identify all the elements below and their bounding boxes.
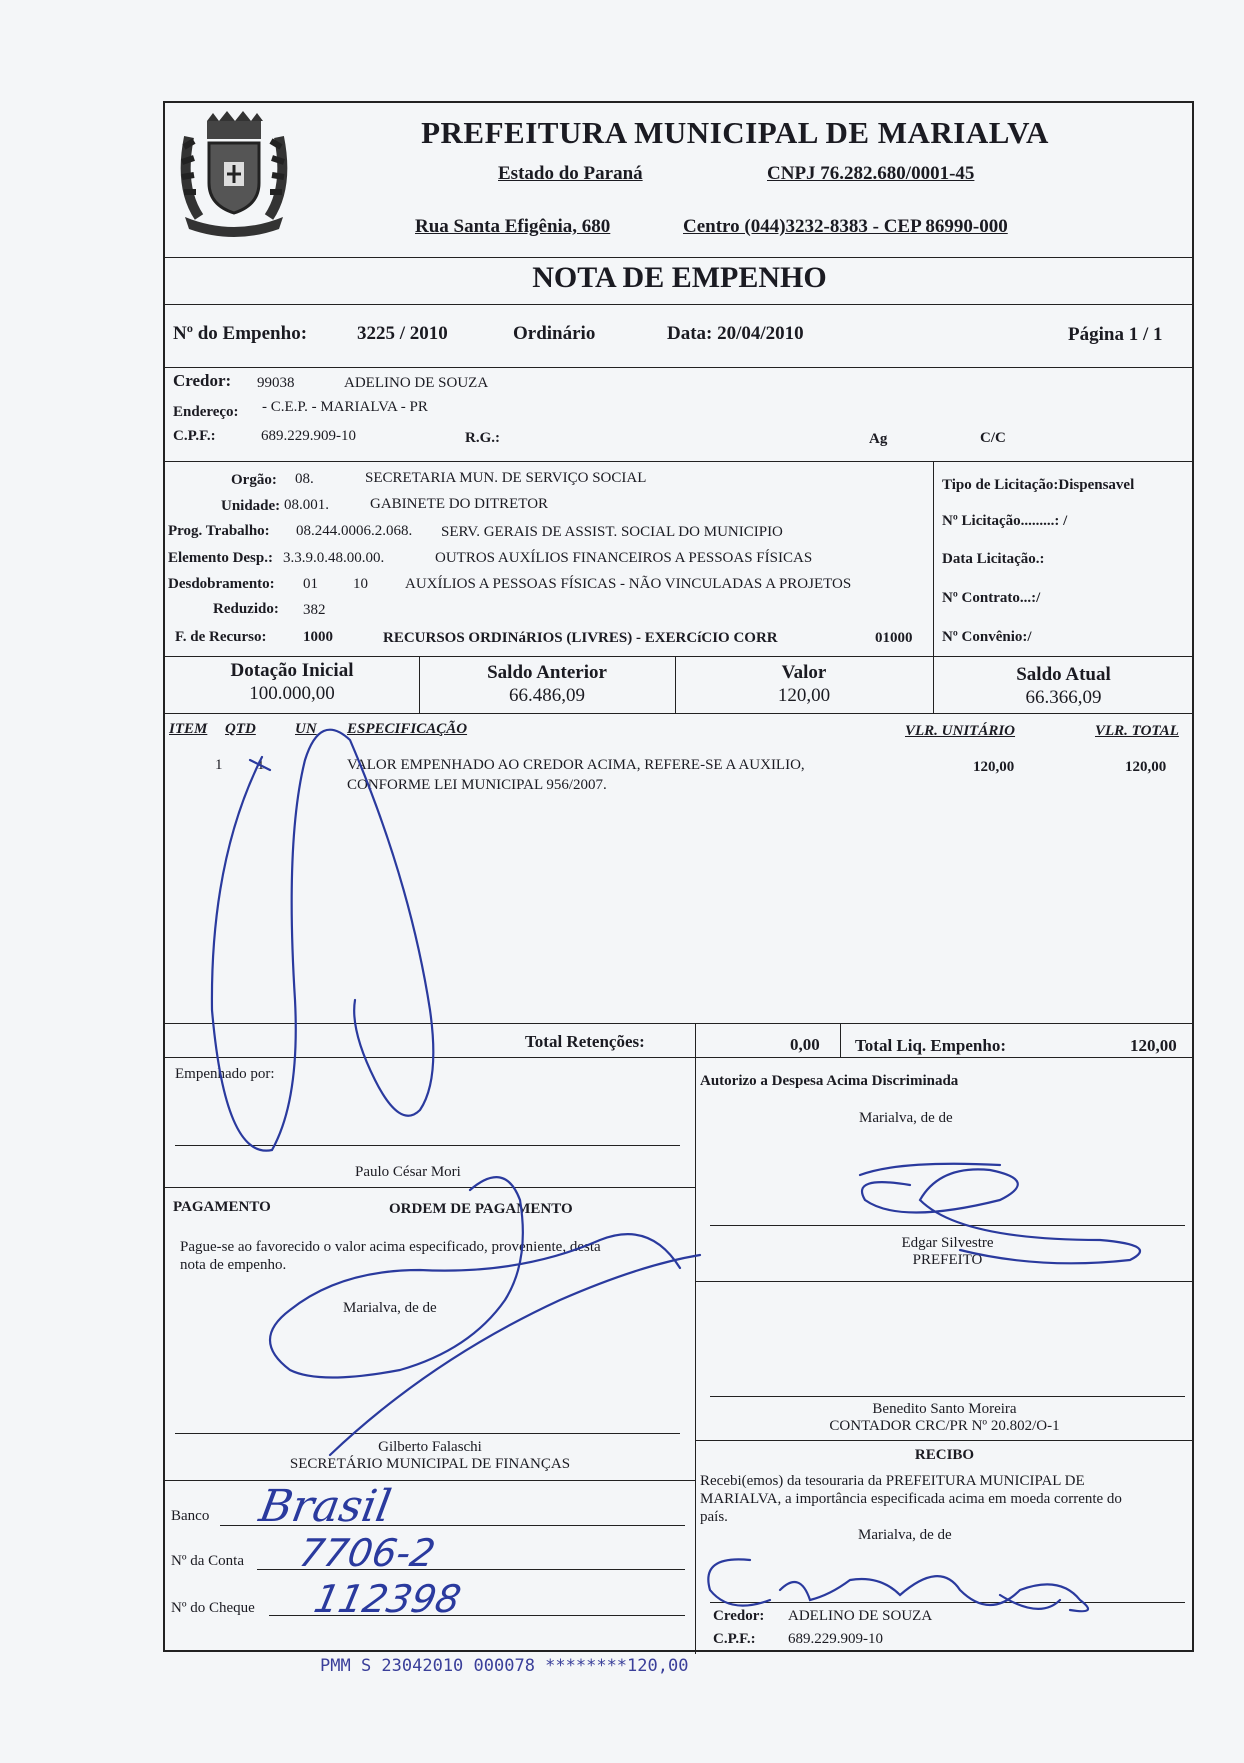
empenho-date: Data: 20/04/2010	[667, 323, 804, 344]
saldo-anterior-value: 66.486,09	[509, 685, 585, 706]
unidade-name: GABINETE DO DITRETOR	[370, 496, 549, 512]
item-unit-value: 120,00	[973, 759, 1015, 775]
credor-code: 99038	[257, 375, 295, 391]
recibo-credor-label: Credor:	[713, 1608, 765, 1624]
page-number: Página 1 / 1	[1068, 324, 1163, 345]
item-description-line-1: VALOR EMPENHADO AO CREDOR ACIMA, REFERE-SE A AUXILIO,	[347, 757, 805, 773]
elemento-label: Elemento Desp.:	[168, 550, 273, 566]
pague-se-text-line-1: Pague-se ao favorecido o valor acima especificado, proveniente, desta	[180, 1239, 601, 1255]
saldo-anterior-label: Saldo Anterior	[487, 662, 607, 683]
empenho-type: Ordinário	[513, 323, 596, 344]
recibo-credor-name: ADELINO DE SOUZA	[788, 1608, 933, 1624]
col-item-header: ITEM	[169, 721, 208, 737]
valor-value: 120,00	[777, 685, 831, 706]
prog-trabalho-label: Prog. Trabalho:	[168, 523, 270, 539]
elemento-name: OUTROS AUXÍLIOS FINANCEIROS A PESSOAS FÍSICAS	[435, 550, 813, 566]
col-un-header: UN	[295, 721, 317, 737]
total-retencoes-value: 0,00	[790, 1035, 820, 1054]
banco-handwritten: Brasil	[255, 1481, 395, 1532]
conta-handwritten: 7706-2	[296, 1531, 439, 1575]
col-valor-total-header: VLR. TOTAL	[1095, 723, 1179, 739]
prefeito-name: Edgar Silvestre	[901, 1235, 994, 1251]
cpf-label: C.P.F.:	[173, 428, 216, 444]
empenhado-por-label: Empenhado por:	[175, 1066, 275, 1082]
empenho-number: 3225 / 2010	[357, 323, 448, 344]
cheque-handwritten: 112398	[310, 1577, 465, 1621]
empenho-number-label: Nº do Empenho:	[173, 323, 308, 344]
municipality-title: PREFEITURA MUNICIPAL DE MARIALVA	[421, 115, 1049, 150]
fonte-recurso-code-2: 01000	[875, 630, 913, 646]
fonte-recurso-label: F. de Recurso:	[175, 629, 267, 645]
valor-label: Valor	[781, 662, 827, 683]
item-number: 1	[215, 757, 223, 773]
reduzido-value: 382	[303, 602, 326, 618]
banco-label: Banco	[171, 1508, 210, 1524]
unidade-label: Unidade:	[221, 498, 281, 514]
total-retencoes-label: Total Retenções:	[525, 1032, 645, 1051]
autorizo-despesa: Autorizo a Despesa Acima Discriminada	[700, 1073, 959, 1089]
recibo-cpf-value: 689.229.909-10	[788, 1631, 883, 1647]
recibo-place-date: Marialva, de de	[858, 1527, 952, 1543]
total-liquido-label: Total Liq. Empenho:	[855, 1036, 1006, 1055]
agencia-label: Ag	[869, 431, 888, 447]
saldo-atual-label: Saldo Atual	[1016, 664, 1111, 685]
data-licitacao: Data Licitação.:	[942, 551, 1045, 567]
col-qtd-header: QTD	[225, 721, 256, 737]
district-phone-cep: Centro (044)3232-8383 - CEP 86990-000	[683, 216, 1008, 237]
numero-conta-label: Nº da Conta	[171, 1553, 244, 1569]
contador-title: CONTADOR CRC/PR Nº 20.802/O-1	[829, 1418, 1060, 1434]
item-description-line-2: CONFORME LEI MUNICIPAL 956/2007.	[347, 777, 607, 793]
dotacao-inicial-value: 100.000,00	[249, 683, 335, 704]
desdobramento-label: Desdobramento:	[168, 576, 275, 592]
unidade-code: 08.001.	[284, 497, 329, 513]
col-valor-unitario-header: VLR. UNITÁRIO	[905, 723, 1016, 739]
state-name: Estado do Paraná	[498, 163, 643, 184]
secretario-title: SECRETÁRIO MUNICIPAL DE FINANÇAS	[289, 1456, 571, 1472]
contador-name: Benedito Santo Moreira	[872, 1401, 1017, 1417]
ordem-pagamento-heading: ORDEM DE PAGAMENTO	[389, 1201, 573, 1217]
fonte-recurso-name: RECURSOS ORDINáRIOS (LIVRES) - EXERCíCIO CORR	[383, 630, 778, 646]
prog-trabalho-code: 08.244.0006.2.068.	[296, 523, 413, 539]
ordem-place-date: Marialva, de de	[343, 1300, 437, 1316]
prefeito-title: PREFEITO	[912, 1252, 983, 1268]
numero-convenio: Nº Convênio:/	[942, 629, 1032, 645]
secretario-name: Gilberto Falaschi	[378, 1439, 482, 1455]
numero-licitacao: Nº Licitação.........: /	[942, 513, 1068, 529]
reduzido-label: Reduzido:	[213, 601, 279, 617]
credor-name: ADELINO DE SOUZA	[344, 375, 489, 391]
cnpj: CNPJ 76.282.680/0001-45	[767, 163, 975, 184]
pagamento-heading: PAGAMENTO	[173, 1199, 271, 1215]
elemento-code: 3.3.9.0.48.00.00.	[283, 550, 385, 566]
credor-label: Credor:	[173, 371, 232, 390]
autorizo-place-date: Marialva, de de	[859, 1110, 953, 1126]
recibo-text-line-2: MARIALVA, a importância especificada acima em moeda corrente do	[700, 1491, 1122, 1507]
orgao-name: SECRETARIA MUN. DE SERVIÇO SOCIAL	[365, 470, 647, 486]
col-especificacao-header: ESPECIFICAÇÃO	[347, 721, 468, 737]
orgao-code: 08.	[295, 471, 314, 487]
numero-contrato: Nº Contrato...:/	[942, 590, 1041, 606]
mechanical-validation-stamp: PMM S 23042010 000078 ********120,00	[320, 1656, 689, 1676]
orgao-label: Orgão:	[231, 472, 277, 488]
conta-corrente-label: C/C	[980, 430, 1006, 446]
address: Rua Santa Efigênia, 680	[415, 216, 611, 237]
recibo-cpf-label: C.P.F.:	[713, 1631, 756, 1647]
endereco-label: Endereço:	[173, 404, 239, 420]
tipo-licitacao: Tipo de Licitação:Dispensavel	[942, 477, 1135, 493]
cpf-value: 689.229.909-10	[261, 428, 356, 444]
endereco-value: - C.E.P. - MARIALVA - PR	[262, 399, 428, 415]
numero-cheque-label: Nº do Cheque	[171, 1600, 255, 1616]
saldo-atual-value: 66.366,09	[1025, 687, 1102, 708]
recibo-title: RECIBO	[914, 1447, 975, 1463]
document-title: NOTA DE EMPENHO	[532, 261, 827, 294]
desdobramento-name: AUXÍLIOS A PESSOAS FÍSICAS - NÃO VINCULADAS A PROJETOS	[405, 576, 852, 592]
recibo-text-line-3: país.	[700, 1509, 728, 1525]
empenhado-por-name: Paulo César Mori	[355, 1164, 461, 1180]
rg-label: R.G.:	[465, 430, 500, 446]
item-quantity: 1	[257, 757, 265, 773]
dotacao-inicial-label: Dotação Inicial	[230, 660, 354, 681]
total-liquido-value: 120,00	[1130, 1036, 1177, 1055]
prog-trabalho-name: SERV. GERAIS DE ASSIST. SOCIAL DO MUNICIPIO	[441, 524, 783, 540]
fonte-recurso-code: 1000	[303, 629, 333, 645]
desdobramento-code-1: 01	[303, 576, 318, 592]
recibo-text-line-1: Recebi(emos) da tesouraria da PREFEITURA MUNICIPAL DE	[700, 1473, 1085, 1489]
desdobramento-code-2: 10	[353, 576, 368, 592]
item-total-value: 120,00	[1125, 759, 1167, 775]
pague-se-text-line-2: nota de empenho.	[180, 1257, 287, 1273]
